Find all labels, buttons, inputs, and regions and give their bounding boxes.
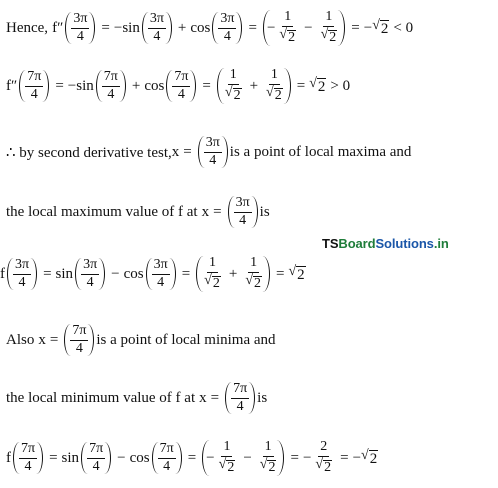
radicand: 2 (233, 88, 241, 103)
paren (228, 196, 258, 228)
square-root (266, 86, 283, 104)
operator: < 0 (393, 19, 414, 36)
fraction (223, 68, 244, 103)
paren (19, 70, 49, 102)
radical-sign: √ (245, 273, 253, 288)
math-token: x (38, 331, 46, 348)
function-name: sin (61, 449, 80, 466)
math-token: the local minimum value of f at (6, 389, 196, 406)
fraction (218, 12, 236, 44)
operator: = (202, 77, 211, 94)
denominator (217, 457, 238, 476)
local-max-tail: is a point of local maxima and (229, 143, 412, 160)
numerator: 3π (71, 12, 89, 29)
paren (196, 256, 270, 291)
math-token: .in (433, 236, 449, 251)
radical-sign: √ (288, 264, 297, 279)
fraction (172, 70, 190, 102)
radical-sign: √ (266, 85, 274, 100)
paren (202, 440, 284, 475)
denominator: 4 (24, 458, 32, 474)
radicand: 2 (212, 276, 220, 291)
denominator: 4 (163, 458, 171, 474)
math-token: ″ (11, 77, 18, 94)
numerator: 3π (152, 258, 170, 275)
numerator: 7π (25, 70, 43, 87)
square-root (204, 274, 221, 292)
equation-line-8 (6, 436, 378, 480)
paren (166, 70, 196, 102)
equation-line-2 (6, 64, 354, 108)
operator: = (181, 265, 191, 282)
function-name: sin (122, 19, 140, 36)
square-root (260, 458, 277, 476)
numerator: 7π (87, 442, 105, 459)
denominator (277, 27, 298, 46)
fraction (19, 442, 37, 474)
operator: + (131, 77, 141, 94)
numerator: 1 (263, 440, 274, 457)
operator: = (213, 203, 222, 220)
denominator: 4 (236, 398, 244, 414)
text-line-4 (6, 190, 270, 234)
denominator (313, 457, 334, 476)
square-root (372, 18, 389, 38)
radical-sign: √ (361, 448, 369, 463)
text-line-6 (6, 318, 276, 362)
operator: = (276, 265, 285, 282)
operator: = (49, 449, 58, 466)
numerator: 1 (282, 10, 293, 27)
denominator (202, 273, 223, 292)
numerator: 1 (323, 10, 334, 27)
square-root (279, 28, 296, 46)
denominator (264, 85, 285, 104)
operator: = (49, 331, 59, 348)
function-name: f (0, 265, 5, 282)
denominator (223, 85, 244, 104)
radicand: 2 (274, 88, 282, 103)
radicand: 2 (329, 30, 337, 45)
radical-sign: √ (218, 457, 227, 472)
function-name: cos (144, 77, 165, 94)
fraction (202, 256, 223, 291)
operator: = (187, 449, 197, 466)
square-root (288, 264, 305, 284)
numerator: 1 (228, 68, 239, 85)
numerator: 7π (172, 70, 190, 87)
operator: − (304, 19, 313, 36)
math-token: − (363, 19, 373, 36)
equation-line-5 (0, 252, 306, 296)
equation-line-1 (6, 6, 417, 50)
math-token: − (302, 449, 312, 466)
operator: = (43, 265, 52, 282)
paren (225, 382, 255, 414)
numerator: 3π (148, 12, 166, 29)
fraction (217, 440, 238, 475)
fraction (152, 258, 170, 290)
numerator: 3π (234, 196, 252, 213)
math-token: is a point of local minima and (96, 331, 276, 348)
operator: = (351, 19, 360, 36)
paren (81, 442, 111, 474)
function-name: cos (190, 19, 211, 36)
denominator: 4 (209, 152, 217, 168)
watermark-logo (322, 236, 449, 251)
radical-sign: √ (224, 85, 233, 100)
math-token: x (201, 203, 210, 220)
operator: − (111, 265, 120, 282)
operator: = (210, 389, 220, 406)
operator: > 0 (330, 77, 351, 94)
fraction (234, 196, 252, 228)
fraction (204, 136, 222, 168)
math-token: ″ (57, 19, 64, 36)
square-root (309, 76, 326, 96)
paren (75, 258, 105, 290)
radicand: 2 (317, 79, 326, 95)
therefore-text: ∴ by second derivative test, (6, 144, 172, 161)
operator: − (117, 449, 126, 466)
radical-sign: √ (315, 457, 324, 472)
fraction (158, 442, 176, 474)
operator: + (177, 19, 187, 36)
hence-text: Hence, (6, 19, 49, 36)
operator: = (248, 19, 257, 36)
operator: = (290, 449, 299, 466)
function-name: sin (76, 77, 94, 94)
numerator: 7π (70, 324, 88, 341)
paren (64, 324, 94, 356)
fraction (231, 382, 249, 414)
denominator: 4 (157, 274, 165, 290)
function-name: f (6, 77, 11, 94)
denominator: 4 (76, 28, 84, 44)
fraction (258, 440, 279, 475)
function-name: cos (129, 449, 150, 466)
numerator: 3π (204, 136, 222, 153)
radicand: 2 (268, 460, 276, 475)
denominator: 4 (75, 340, 83, 356)
math-token: is (259, 203, 270, 220)
math-token: x (199, 389, 207, 406)
square-root (361, 448, 378, 468)
denominator (258, 457, 279, 476)
operator: = (101, 19, 110, 36)
denominator (243, 273, 264, 292)
numerator: 1 (207, 256, 218, 273)
text-line-7 (6, 376, 267, 420)
operator: + (228, 265, 238, 282)
fraction (243, 256, 264, 291)
radical-sign: √ (372, 18, 380, 33)
paren (146, 258, 176, 290)
fraction (277, 10, 298, 45)
paren (13, 442, 43, 474)
denominator: 4 (177, 86, 185, 102)
fraction (313, 440, 334, 475)
math-token: Solutions (375, 236, 434, 251)
numerator: 7π (19, 442, 37, 459)
text-line-3 (6, 130, 411, 174)
denominator: 4 (107, 86, 115, 102)
numerator: 1 (221, 440, 232, 457)
denominator: 4 (239, 212, 247, 228)
fraction (148, 12, 166, 44)
math-token: x (171, 143, 180, 160)
function-name: f (52, 19, 58, 36)
math-token: is (257, 389, 268, 406)
paren (7, 258, 37, 290)
math-token: − (113, 19, 123, 36)
math-token: Also (6, 331, 35, 348)
numerator: 3π (81, 258, 99, 275)
fraction (70, 324, 88, 356)
denominator: 4 (18, 274, 26, 290)
radicand: 2 (369, 451, 378, 467)
fraction (319, 10, 340, 45)
denominator: 4 (92, 458, 100, 474)
radicand: 2 (380, 21, 389, 37)
operator: + (249, 77, 259, 94)
numerator: 3π (218, 12, 236, 29)
radical-sign: √ (309, 76, 317, 91)
square-root (245, 274, 262, 292)
math-token: the local maximum value of f at (6, 203, 198, 220)
fraction (87, 442, 105, 474)
numerator: 3π (13, 258, 31, 275)
operator: = (183, 143, 192, 160)
numerator: 7π (231, 382, 249, 399)
numerator: 7π (158, 442, 176, 459)
numerator: 2 (318, 440, 329, 457)
math-token: − (266, 19, 276, 36)
square-root (315, 458, 332, 476)
radical-sign: √ (204, 273, 212, 288)
operator: = (340, 449, 349, 466)
fraction (102, 70, 120, 102)
paren (198, 136, 228, 168)
fraction (81, 258, 99, 290)
paren (96, 70, 126, 102)
math-token: − (352, 449, 362, 466)
numerator: 1 (269, 68, 280, 85)
paren (263, 10, 345, 45)
fraction (25, 70, 43, 102)
denominator (319, 27, 340, 46)
square-root (225, 86, 242, 104)
numerator: 7π (102, 70, 120, 87)
fraction (13, 258, 31, 290)
radicand: 2 (324, 460, 332, 475)
radical-sign: √ (259, 457, 268, 472)
fraction (71, 12, 89, 44)
operator: = (55, 77, 64, 94)
paren (217, 68, 291, 103)
operator: = (296, 77, 306, 94)
function-name: f (6, 449, 11, 466)
paren (142, 12, 172, 44)
denominator: 4 (86, 274, 94, 290)
denominator: 4 (153, 28, 161, 44)
fraction (264, 68, 285, 103)
denominator: 4 (223, 28, 231, 44)
radicand: 2 (297, 267, 305, 283)
paren (65, 12, 95, 44)
radicand: 2 (227, 460, 235, 475)
math-token: − (67, 77, 77, 94)
numerator: 1 (248, 256, 259, 273)
operator: − (243, 449, 252, 466)
paren (212, 12, 242, 44)
radical-sign: √ (320, 27, 329, 42)
denominator: 4 (30, 86, 38, 102)
radical-sign: √ (279, 27, 288, 42)
math-token: − (206, 449, 215, 466)
square-root (321, 28, 338, 46)
math-token: TS (322, 236, 339, 251)
paren (152, 442, 182, 474)
function-name: sin (55, 265, 74, 282)
radicand: 2 (288, 30, 296, 45)
math-token: Board (338, 236, 376, 251)
square-root (219, 458, 236, 476)
radicand: 2 (254, 276, 261, 291)
function-name: cos (123, 265, 144, 282)
